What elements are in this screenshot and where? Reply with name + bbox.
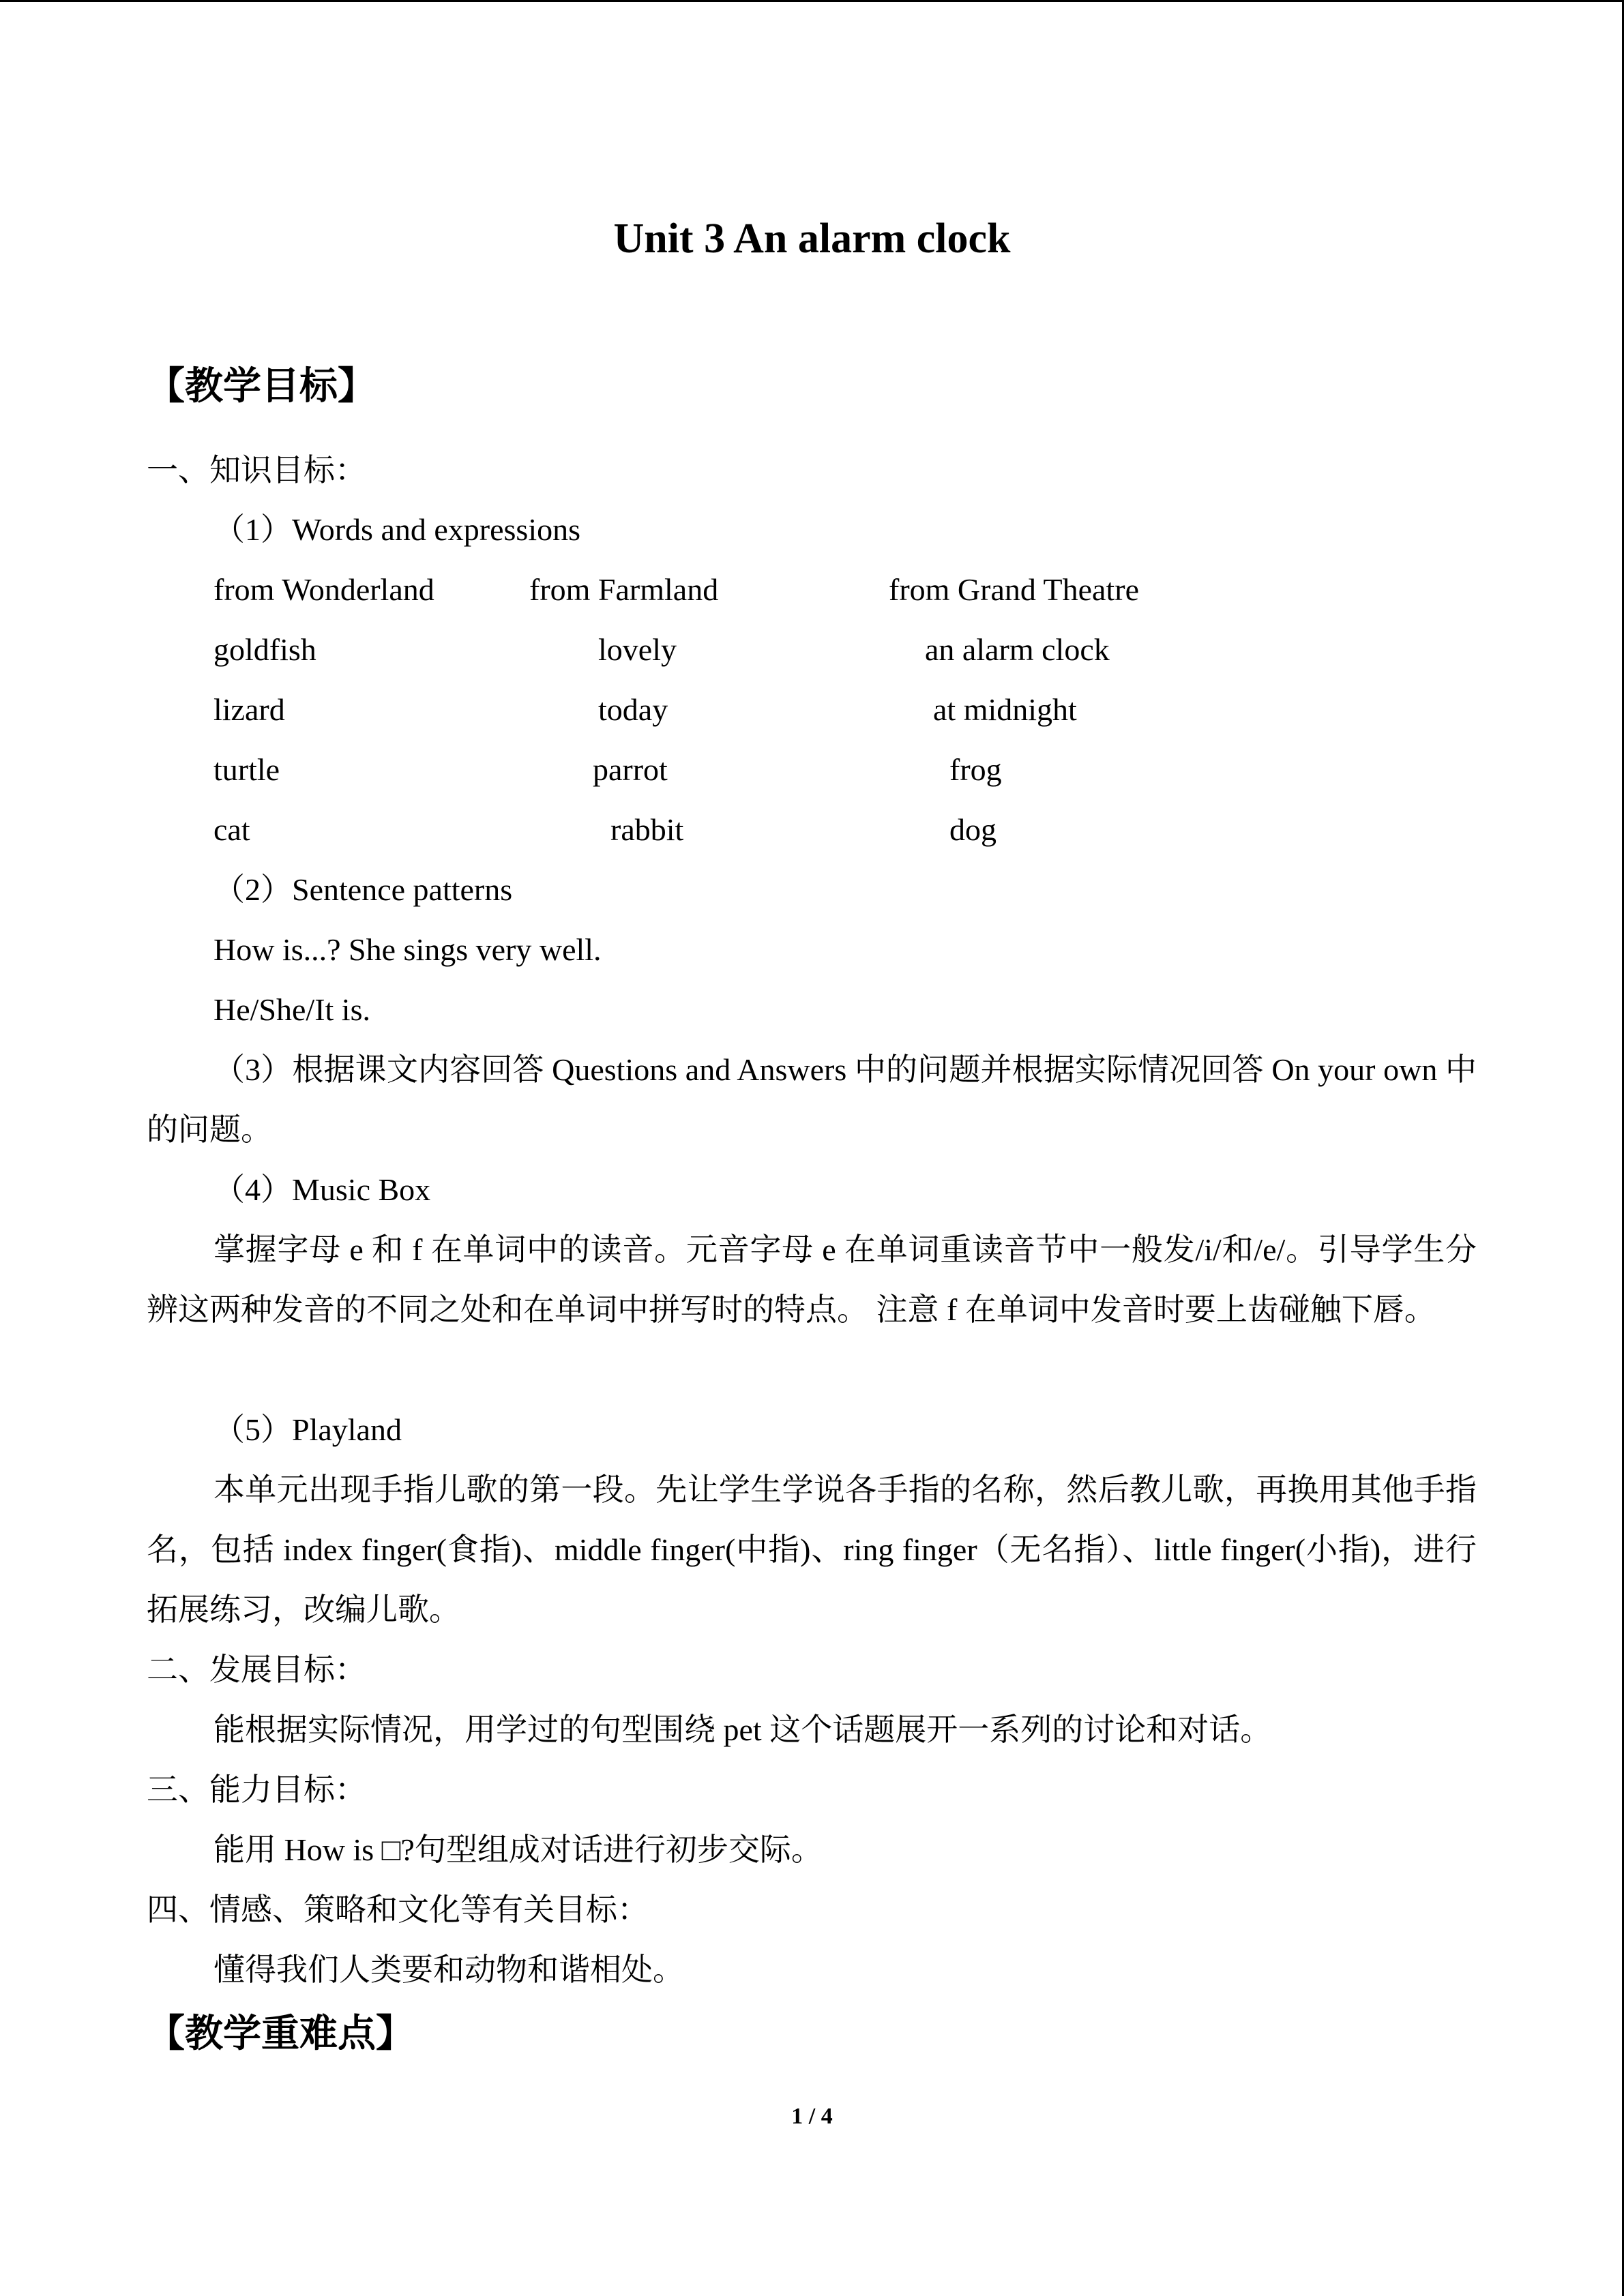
development-text: 能根据实际情况，用学过的句型围绕 pet 这个话题展开一系列的讨论和对话。 <box>213 1712 1272 1747</box>
sentence-pattern-2: He/She/It is. <box>213 992 370 1027</box>
emotion-heading: 四、情感、策略和文化等有关目标： <box>147 1892 649 1927</box>
item2-label: （2）Sentence patterns <box>213 872 513 907</box>
page-border-top <box>0 0 1624 2</box>
vocab-cell: an alarm clock <box>925 632 1110 667</box>
vocab-cell: cat <box>213 812 250 847</box>
item4-label: （4）Music Box <box>213 1172 431 1207</box>
item5-paragraph: 本单元出现手指儿歌的第一段。先让学生学说各手指的名称，然后教儿歌，再换用其他手指名，包括 index finger(食指)、middle finger(中指)、ring finger（无名指）、little finger(小指)，进行拓展练习，改编儿歌。 <box>147 1472 1477 1627</box>
vocab-cell: frog <box>949 752 1002 787</box>
vocab-cell: lizard <box>213 692 285 727</box>
vocab-cell: rabbit <box>610 812 684 847</box>
sentence-pattern-1: How is...? She sings very well. <box>213 932 602 967</box>
ability-heading: 三、能力目标： <box>147 1772 366 1807</box>
vocab-cell: from Grand Theatre <box>889 572 1139 607</box>
vocab-cell: parrot <box>593 752 668 787</box>
keypoints-heading: 【教学重难点】 <box>147 2013 414 2055</box>
document-title: Unit 3 An alarm clock <box>613 215 1011 262</box>
page-number: 1 / 4 <box>791 2104 833 2129</box>
emotion-text: 懂得我们人类要和动物和谐相处。 <box>213 1952 684 1987</box>
vocab-cell: turtle <box>213 752 280 787</box>
objectives-heading: 【教学目标】 <box>147 366 376 408</box>
vocab-cell: lovely <box>598 632 677 667</box>
item5-label: （5）Playland <box>213 1412 402 1447</box>
vocab-cell: today <box>598 692 668 727</box>
vocab-cell: from Wonderland <box>213 572 434 607</box>
vocab-cell: dog <box>949 812 996 847</box>
development-heading: 二、发展目标： <box>147 1652 366 1687</box>
vocab-cell: at midnight <box>933 692 1077 727</box>
ability-text: 能用 How is □?句型组成对话进行初步交际。 <box>213 1832 823 1867</box>
knowledge-heading: 一、知识目标： <box>147 453 366 488</box>
item3-paragraph: （3）根据课文内容回答 Questions and Answers 中的问题并根据实际情况回答 On your own 中的问题。 <box>147 1052 1477 1147</box>
item4-paragraph: 掌握字母 e 和 f 在单词中的读音。元音字母 e 在单词重读音节中一般发/i/和/e/。引导学生分辨这两种发音的不同之处和在单词中拼写时的特点。 注意 f 在单词中发音时要上齿碰触下唇。 <box>147 1232 1477 1327</box>
vocab-cell: goldfish <box>213 632 316 667</box>
item1-label: （1）Words and expressions <box>213 512 581 547</box>
vocab-cell: from Farmland <box>529 572 719 607</box>
